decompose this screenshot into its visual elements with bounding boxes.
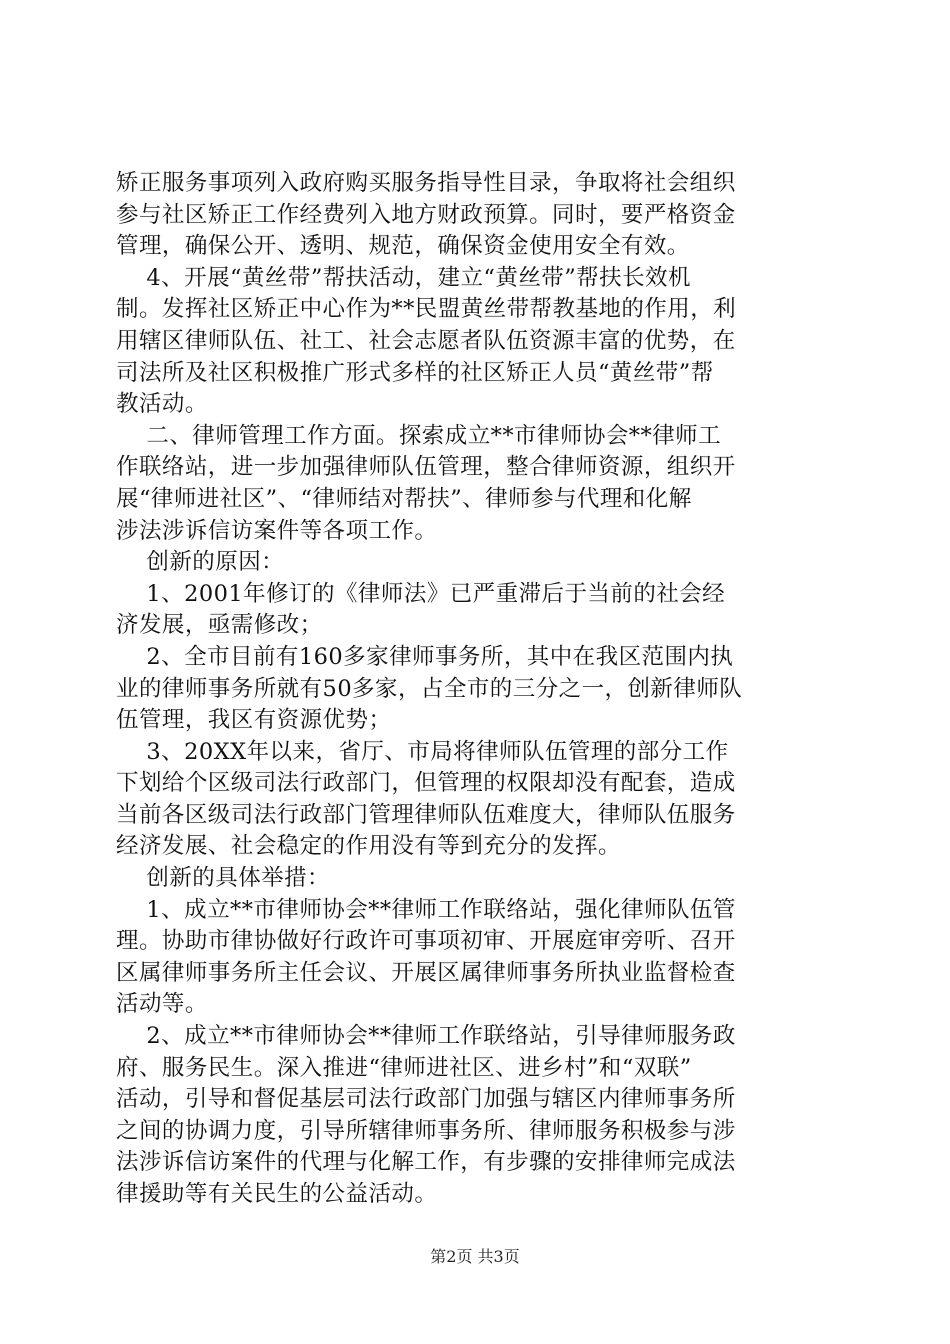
text-line: 下划给个区级司法行政部门，但管理的权限却没有配套，造成: [116, 770, 736, 797]
text-line: 区属律师事务所主任会议、开展区属律师事务所执业监督检查: [116, 959, 736, 986]
text-line: 司法所及社区积极推广形式多样的社区矫正人员“黄丝带”帮: [116, 359, 714, 386]
text-line: 矫正服务事项列入政府购买服务指导性目录，争取将社会组织: [116, 170, 736, 196]
text-line: 律援助等有关民生的公益活动。: [116, 1181, 438, 1207]
text-line: 经济发展、社会稳定的作用没有等到充分的发挥。: [116, 833, 621, 860]
document-body: [116, 168, 836, 1211]
text-line: 2、全市目前有160多家律师事务所，其中在我区范围内执: [116, 643, 734, 670]
text-line: 2、成立**市律师协会**律师工作联络站，引导律师服务政: [116, 1023, 736, 1050]
text-line: 活动等。: [116, 991, 208, 1018]
text-line: 伍管理，我区有资源优势；: [116, 707, 392, 734]
text-line: 用辖区律师队伍、社工、社会志愿者队伍资源丰富的优势，在: [116, 327, 736, 354]
text-line: 理。协助市律协做好行政许可事项初审、开展庭审旁听、召开: [116, 928, 736, 955]
text-line: 创新的具体举措：: [116, 865, 331, 892]
text-line: 之间的协调力度，引导所辖律师事务所、律师服务积极参与涉: [116, 1117, 736, 1144]
text-line: 业的律师事务所就有50多家，占全市的三分之一，创新律师队: [116, 675, 743, 702]
text-line: 4、开展“黄丝带”帮扶活动，建立“黄丝带”帮扶长效机: [116, 264, 691, 291]
text-line: 活动，引导和督促基层司法行政部门加强与辖区内律师事务所: [116, 1086, 736, 1113]
text-line: 3、20XX年以来，省厅、市局将律师队伍管理的部分工作: [116, 738, 729, 765]
page-footer: 第2页 共3页: [430, 1247, 520, 1266]
text-line: 创新的原因：: [116, 549, 285, 576]
text-line: 制。发挥社区矫正中心作为**民盟黄丝带帮教基地的作用，利: [116, 296, 737, 323]
text-line: 府、服务民生。深入推进“律师进社区、进乡村”和“双联”: [116, 1054, 692, 1081]
text-line: 作联络站，进一步加强律师队伍管理，整合律师资源，组织开: [116, 454, 736, 481]
text-line: 展“律师进社区”、“律师结对帮扶”、律师参与代理和化解: [116, 485, 692, 512]
text-line: 参与社区矫正工作经费列入地方财政预算。同时，要严格资金: [116, 201, 736, 228]
text-line: 二、律师管理工作方面。探索成立**市律师协会**律师工: [116, 422, 722, 449]
text-line: 管理，确保公开、透明、规范，确保资金使用安全有效。: [116, 233, 690, 260]
text-line: 法涉诉信访案件的代理与化解工作，有步骤的安排律师完成法: [116, 1149, 736, 1176]
text-line: 1、成立**市律师协会**律师工作联络站，强化律师队伍管: [116, 896, 736, 923]
text-line: 济发展，亟需修改；: [116, 612, 323, 639]
text-line: 1、2001年修订的《律师法》已严重滞后于当前的社会经: [116, 580, 726, 607]
text-line: 涉法涉诉信访案件等各项工作。: [116, 517, 438, 544]
text-line: 当前各区级司法行政部门管理律师队伍难度大，律师队伍服务: [116, 801, 736, 828]
text-line: 教活动。: [116, 391, 208, 418]
